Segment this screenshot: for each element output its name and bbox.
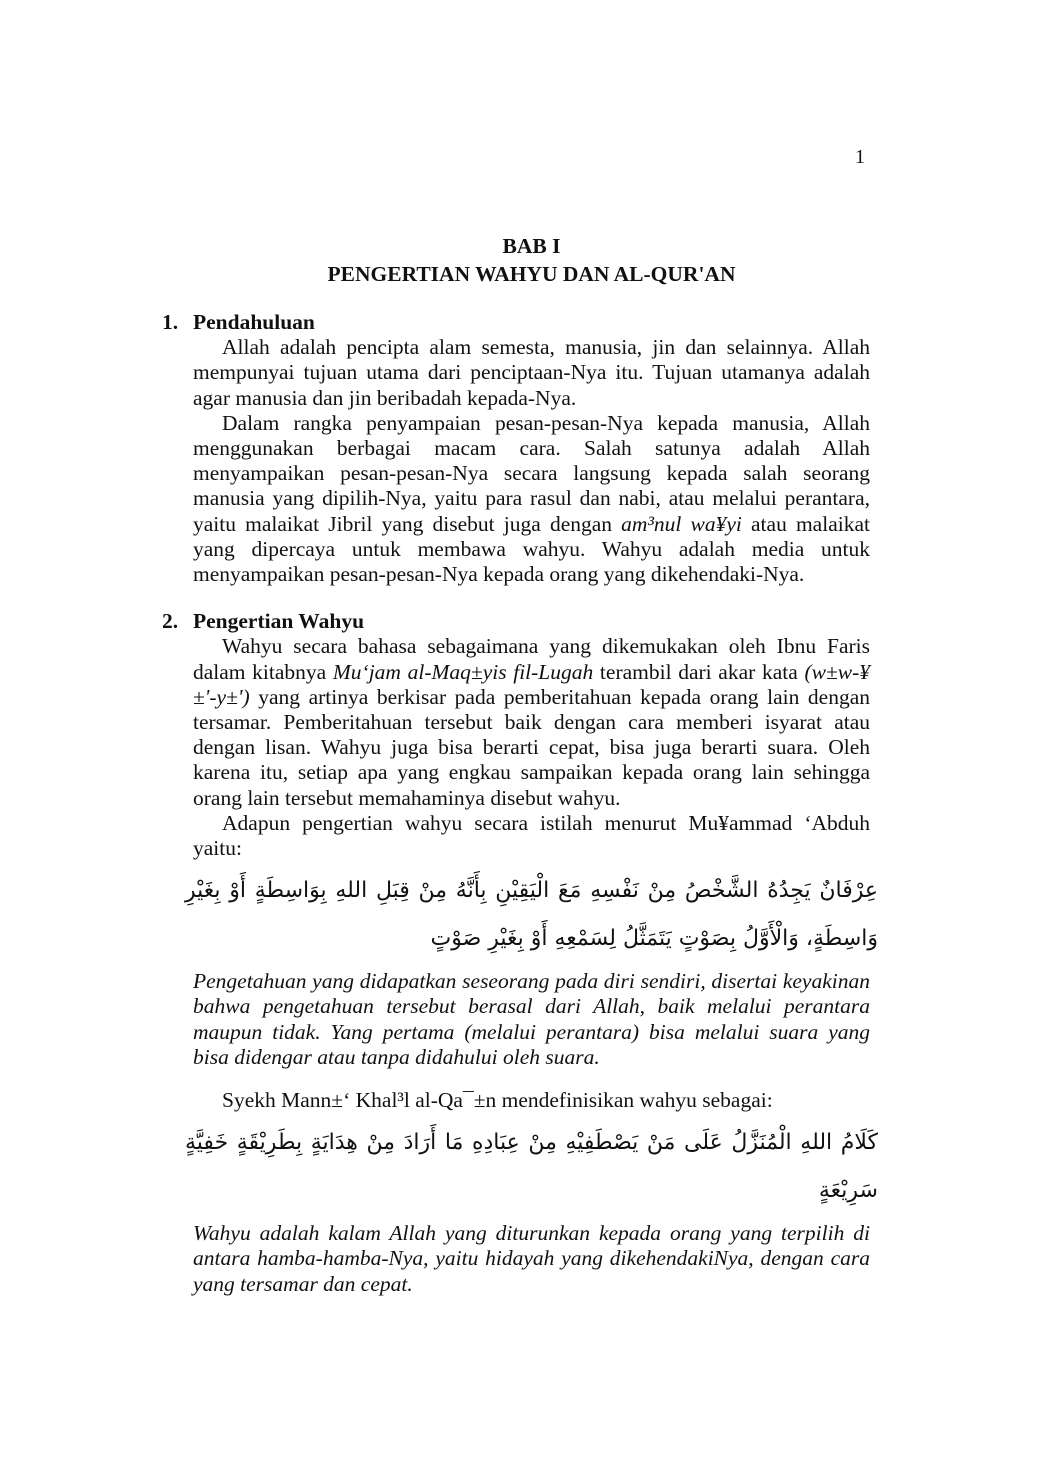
section-1-number: 1. (162, 310, 179, 334)
section-1 (162, 310, 870, 587)
section-1-heading: Pendahuluan (193, 310, 315, 334)
paragraph: Syekh Mann±‘ Khal³l al-Qa¯±n mendefinisikan wahyu sebagai: (222, 1088, 773, 1113)
page-number: 1 (855, 146, 865, 168)
chapter-title: PENGERTIAN WAHYU DAN AL-QUR'AN (327, 262, 736, 286)
paragraph: Dalam rangka penyampaian pesan-pesan-Nya kepada manusia, Allah menggunakan berbagai macam cara. Salah satunya adalah Allah menyampaikan pesan-pesan-Nya secara langsung kepada salah seorang manusia yang dipilih-Nya, yaitu para rasul dan nabi, atau melalui perantara, yaitu malaikat Jibril yang disebut juga dengan am³nul wa¥yi atau malaikat yang dipercaya untuk membawa wahyu. Wahyu adalah media untuk menyampaikan pesan-pesan-Nya kepada orang yang dikehendaki-Nya. (193, 410, 870, 587)
section-2-number: 2. (162, 609, 179, 634)
translation-2: Wahyu adalah kalam Allah yang diturunkan kepada orang yang terpilih di antara hamba-hamba-Nya, yaitu hidayah yang dikehendakiNya, dengan cara yang tersamar dan cepat. (193, 1221, 870, 1296)
section-2-heading: Pengertian Wahyu (193, 609, 365, 634)
chapter-label: BAB I (502, 234, 561, 258)
section-1-body (193, 335, 870, 587)
translation-1: Pengetahuan yang didapatkan seseorang pada diri sendiri, disertai keyakinan bahwa pengetahuan tersebut berasal dari Allah, baik melalui perantara maupun tidak. Yang pertama (melalui perantara) bisa melalui suara yang bisa didengar atau tanpa didahului oleh suara. (193, 969, 870, 1069)
arabic-quote-1: عِرْفَانٌ يَجِدُهُ الشَّخْصُ مِنْ نَفْسِهِ مَعَ الْيَقِيْنِ بِأَنَّهُ مِنْ قِبَلِ اللهِ بِوَاسِطَةٍ أَوْ بِغَيْرِ وَاسِطَةٍ، وَالْأَوَّلُ بِصَوْتٍ يَتَمَثَّلُ لِسَمْعِهِ أَوْ بِغَيْرِ صَوْتٍ (185, 878, 878, 952)
paragraph: Wahyu secara bahasa sebagaimana yang dikemukakan oleh Ibnu Faris dalam kitabnya Mu‘jam al-Maq±yis fil-Lugah terambil dari akar kata (w±w-¥±'-y±') yang artinya berkisar pada pemberitahuan kepada orang lain dengan tersamar. Pemberitahuan tersebut baik dengan cara memberi isyarat atau dengan lisan. Wahyu juga bisa berarti cepat, bisa juga berarti suara. Oleh karena itu, setiap apa yang engkau sampaikan kepada orang lain sehingga orang lain tersebut memahaminya disebut wahyu. (193, 634, 870, 810)
page-body (162, 232, 878, 1297)
section-2-body (193, 634, 870, 861)
section-2 (162, 609, 878, 1297)
paragraph: Allah adalah pencipta alam semesta, manusia, jin dan selainnya. Allah mempunyai tujuan utama dari penciptaan-Nya itu. Tujuan utamanya adalah agar manusia dan jin beribadah kepada-Nya. (193, 335, 870, 410)
paragraph: Adapun pengertian wahyu secara istilah menurut Mu¥ammad ‘Abduh yaitu: (193, 810, 870, 861)
section-2-paragraph-3 (193, 1088, 870, 1113)
arabic-quote-2: كَلَامُ اللهِ الْمُنَزَّلُ عَلَى مَنْ يَصْطَفِيْهِ مِنْ عِبَادِهِ مَا أَرَادَ مِنْ هِدَايَةٍ بِطَرِيْقَةٍ خَفِيَّةٍ سَرِيْعَةٍ (185, 1130, 878, 1204)
